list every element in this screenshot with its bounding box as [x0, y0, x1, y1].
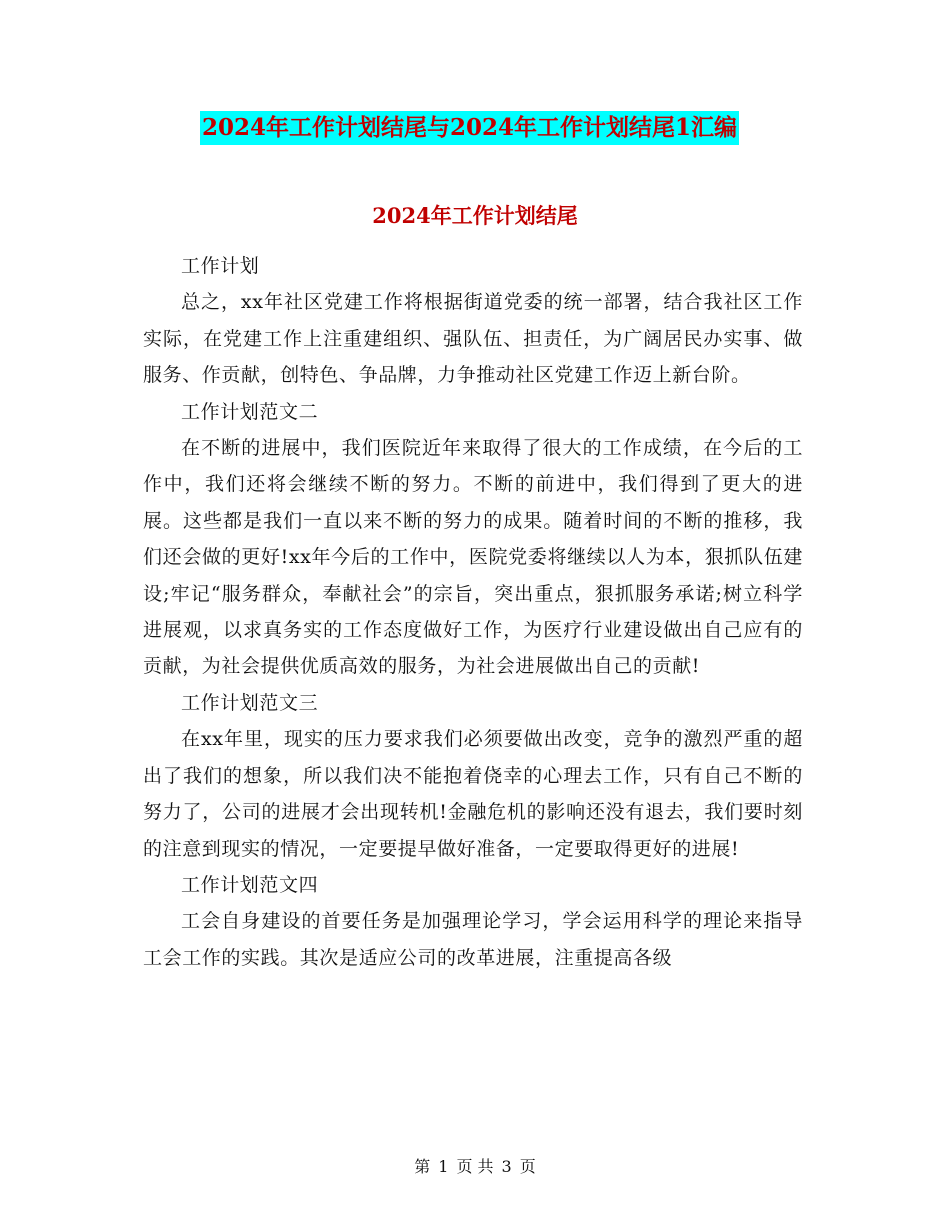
paragraph: 总之，xx年社区党建工作将根据街道党委的统一部署，结合我社区工作实际，在党建工作上注重建组织、强队伍、担责任，为广阔居民办实事、做服务、作贡献，创特色、争品牌，力争推动社区党建工作迈上新台阶。 [143, 291, 803, 387]
section-title: 2024年工作计划结尾 [372, 203, 578, 228]
paragraph-heading: 工作计划 [181, 255, 260, 277]
page-footer [0, 1154, 950, 1177]
page-label-prefix: 第 [414, 1157, 431, 1176]
page-label-suffix: 页 [519, 1157, 536, 1176]
paragraph-heading: 工作计划范文三 [181, 691, 319, 714]
paragraph: 工会自身建设的首要任务是加强理论学习，学会运用科学的理论来指导工会工作的实践。其次是适应公司的改革进展，注重提高各级 [143, 910, 803, 969]
page-label-mid: 页 共 [456, 1157, 494, 1176]
document-title: 2024年工作计划结尾与2024年工作计划结尾1汇编 [200, 111, 739, 145]
paragraph-heading: 工作计划范文二 [181, 400, 319, 423]
paragraph: 在xx年里，现实的压力要求我们必须要做出改变，竞争的激烈严重的超出了我们的想象，所以我们决不能抱着侥幸的心理去工作，只有自己不断的努力了，公司的进展才会出现转机!金融危机的影响还没有退去，我们要时刻的注意到现实的情况，一定要提早做好准备，一定要取得更好的进展! [143, 728, 803, 860]
paragraph-heading: 工作计划范文四 [181, 873, 319, 896]
page-number: 1 [438, 1157, 449, 1176]
document-body [143, 248, 803, 976]
paragraph: 在不断的进展中，我们医院近年来取得了很大的工作成绩，在今后的工作中，我们还将会继续不断的努力。不断的前进中，我们得到了更大的进展。这些都是我们一直以来不断的努力的成果。随着时间的不断的推移，我们还会做的更好!xx年今后的工作中，医院党委将继续以人为本，狠抓队伍建设;牢记“服务群众，奉献社会”的宗旨，突出重点，狠抓服务承诺;树立科学进展观，以求真务实的工作态度做好工作，为医疗行业建设做出自己应有的贡献，为社会提供优质高效的服务，为社会进展做出自己的贡献! [143, 437, 803, 678]
page-total: 3 [501, 1157, 512, 1176]
